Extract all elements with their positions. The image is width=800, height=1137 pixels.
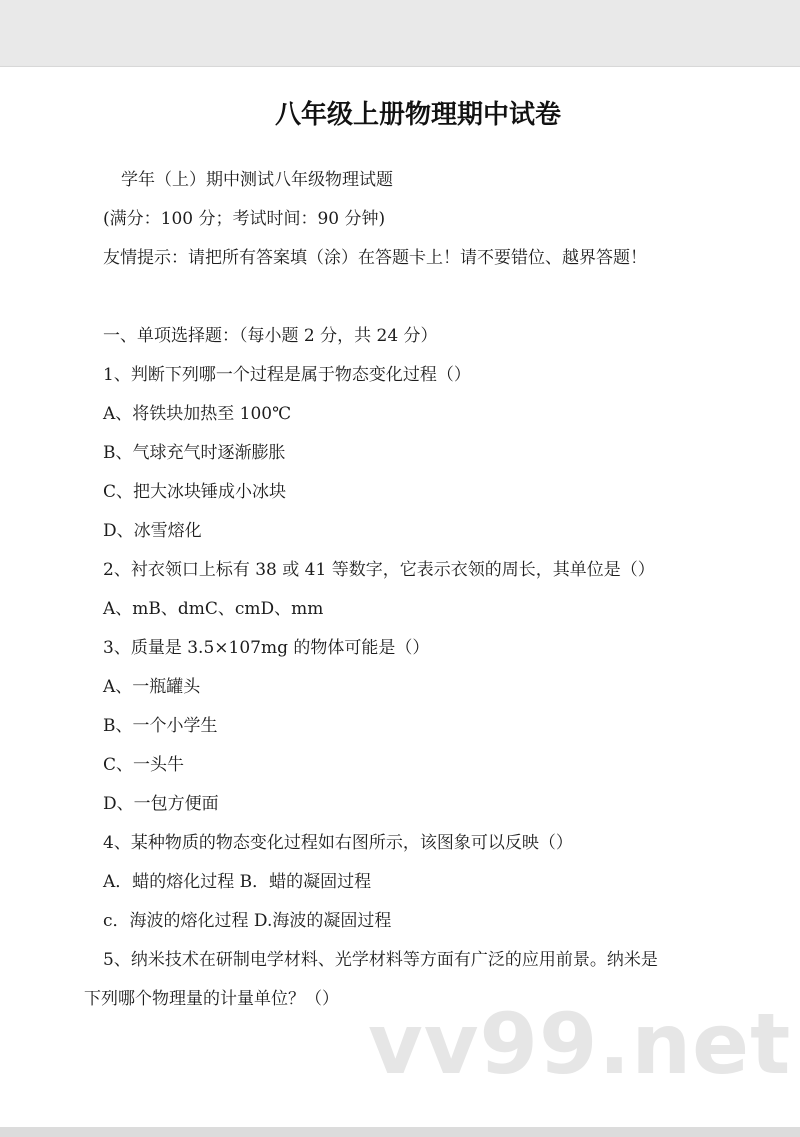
section-heading: 一、单项选择题：（每小题 2 分，共 24 分） (103, 326, 438, 346)
exam-notice-line: 友情提示：请把所有答案填（涂）在答题卡上！请不要错位、越界答题！ (103, 248, 647, 268)
q3-option-b: B、一个小学生 (103, 716, 218, 736)
document-page (0, 66, 800, 1128)
q4-options-cd: c．海波的熔化过程 D.海波的凝固过程 (103, 911, 392, 931)
q1-option-c: C、把大冰块锤成小冰块 (103, 482, 287, 502)
q1-option-a: A、将铁块加热至 100℃ (103, 404, 292, 424)
q1-option-b: B、气球充气时逐渐膨胀 (103, 443, 286, 463)
q3-option-c: C、一头牛 (103, 755, 185, 775)
exam-heading-line: 学年（上）期中测试八年级物理试题 (121, 170, 393, 190)
q2-options: A、mB、dmC、cmD、mm (103, 599, 324, 619)
document-title: 八年级上册物理期中试卷 (274, 100, 561, 130)
question-3: 3、质量是 3.5×107mg 的物体可能是（） (103, 638, 430, 658)
question-4: 4、某种物质的物态变化过程如右图所示，该图象可以反映（） (103, 833, 573, 853)
question-2: 2、衬衣领口上标有 38 或 41 等数字，它表示衣领的周长，其单位是（） (103, 560, 655, 580)
q3-option-d: D、一包方便面 (103, 794, 219, 814)
q4-options-ab: A．蜡的熔化过程 B．蜡的凝固过程 (103, 872, 372, 892)
page-bottom-divider (0, 1127, 800, 1137)
question-1: 1、判断下列哪一个过程是属于物态变化过程（） (103, 365, 471, 385)
exam-score-time-line: (满分：100 分；考试时间：90 分钟) (103, 209, 386, 229)
site-watermark: vv99.net (368, 995, 792, 1093)
question-5: 5、纳米技术在研制电学材料、光学材料等方面有广泛的应用前景。纳米是 (103, 950, 658, 970)
q1-option-d: D、冰雪熔化 (103, 521, 202, 541)
q3-option-a: A、一瓶罐头 (103, 677, 201, 697)
question-5-continued: 下列哪个物理量的计量单位？（） (84, 989, 339, 1009)
